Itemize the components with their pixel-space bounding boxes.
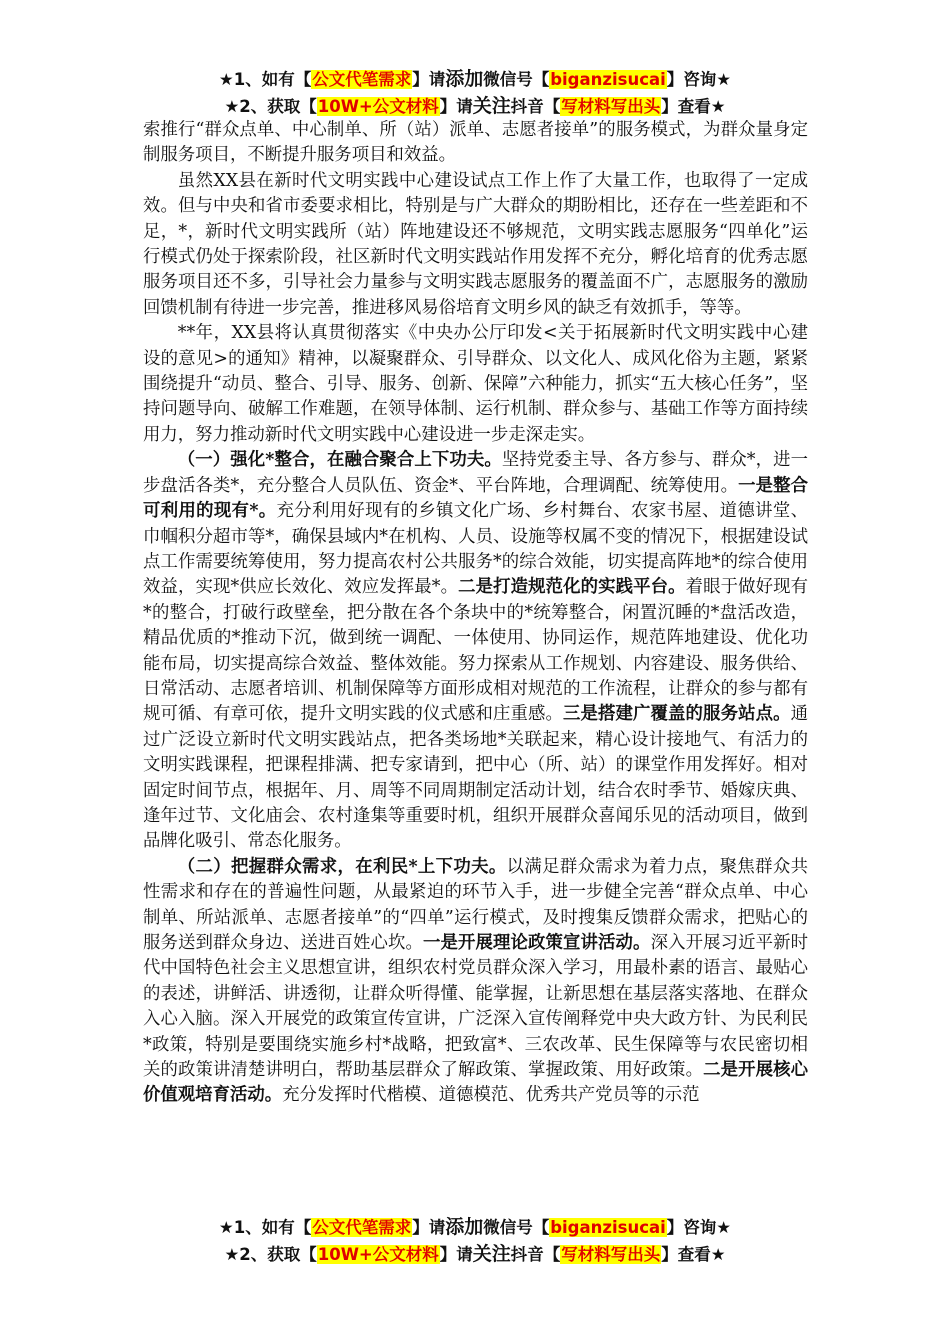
header-text: 】请 [412,70,446,89]
footer-text: 微信号【 [483,1218,550,1237]
section-text: 坚持党委主导、各方参与、群众*，进一步盘活各类*，充分整合人员队伍、资金*、平台阵地，合理调配、统筹使用。 [143,450,808,496]
footer-text: 】查看★ [661,1245,726,1264]
point-heading: 三是搭建广覆盖的服务站点。 [563,704,791,725]
footer-text: 】请 [439,1245,473,1264]
section-heading: （一）强化*整合，在融合聚合上下功夫。 [177,450,502,471]
highlight-service: 公文代笔需求 [312,1218,412,1237]
paragraph-shortcomings: 虽然XX县在新时代文明实践中心建设试点工作上作了大量工作，也取得了一定成效。但与中央和省市委要求相比，特别是与广大群众的期盼相比，还存在一些差距和不足，*，新时代文明实践所（站）阵地建设还不够规范，文明实践志愿服务“四单化”运行模式仍处于探索阶段，社区新时代文明实践站作用发挥不充分，孵化培育的优秀志愿服务项目还不多，引导社会力量参与文明实践志愿服务的覆盖面不广，志愿服务的激励回馈机制有待进一步完善，推进移风易俗培育文明乡风的缺乏有效抓手，等等。 [143,170,808,318]
point-heading: 一是整合可利用的现有*。 [143,475,808,522]
header-text: 】请 [439,97,473,116]
footer-text: 抖音【 [510,1245,561,1264]
section-heading: （二）把握群众需求，在利民*上下功夫。 [177,856,507,877]
highlight-service: 公文代笔需求 [312,70,412,89]
point-text: 充分利用好现有的乡镇文化广场、乡村舞台、农家书屋、道德讲堂、巾帼积分超市等*，确保县域内*在机构、人员、设施等权属不变的情况下，根据建设试点工作需要统筹使用，努力提高农村公共服务*的综合效能，切实提高阵地*的综合使用效益，实现*供应长效化、效应发挥最*。 [143,501,808,598]
header-text: 】查看★ [661,97,726,116]
point-text: 深入开展习近平新时代中国特色社会主义思想宣讲，组织农村党员群众深入学习，用最朴素的语言、最贴心的表述，讲鲜活、讲透彻，让群众听得懂、能掌握，让新思想在基层落实落地、在群众入心入脑。深入开展党的政策宣传宣讲，广泛深入宣传阐释党中央大政方针、为民利民*政策，特别是要围绕实施乡村*战略，把致富*、三农改革、民生保障等与农民密切相关的政策讲清楚讲明白，帮助基层群众了解政策、掌握政策、用好政策。 [143,933,808,1081]
header-text: 微信号【 [483,70,550,89]
point-heading: 一是开展理论政策宣讲活动。 [423,933,651,953]
point-heading: 二是打造规范化的实践平台。 [458,577,686,598]
point-text: 通过广泛设立新时代文明实践站点，把各类场地*关联起来，精心设计接地气、有活力的文明实践课程，把课程排满、把专家请到，把中心（所、站）的课堂作用发挥好。相对固定时间节点，根据年、月、周等不同周期制定活动计划，结合农时季节、婚嫁庆典、逢年过节、文化庙会、农村逢集等重要时机，组织开展群众喜闻乐见的活动项目，做到品牌化吸引、常态化服务。 [143,704,808,852]
highlight-materials: 10W+公文材料 [317,97,439,116]
footer-text: ★2、获取【 [224,1245,317,1264]
footer-line-1 [0,1214,950,1241]
highlight-materials: 10W+公文材料 [317,1245,439,1264]
header-emphasis: 关注 [472,95,511,117]
footer-text: 】咨询★ [666,1218,732,1237]
footer-emphasis: 添加 [445,1216,484,1238]
paragraph-section-2 [143,855,808,1109]
header-line-1 [0,66,950,93]
point-heading: 二是开展核心价值观培育活动。 [143,1060,808,1106]
header-line-2 [0,93,950,120]
highlight-wechat-id: biganzisucai [550,1218,666,1237]
footer-emphasis: 关注 [472,1243,511,1265]
header-text: ★1、如有【 [218,70,312,89]
paragraph-section-1 [143,448,808,855]
footer-text: ★1、如有【 [218,1218,312,1237]
footer-text: 】请 [412,1218,446,1237]
paragraph-plan: **年，XX县将认真贯彻落实《中央办公厅印发<关于拓展新时代文明实践中心建设的意见>的通知》精神，以凝聚群众、引导群众、以文化人、成风化俗为主题，紧紧围绕提升“动员、整合、引导、服务、创新、保障”六种能力，抓实“五大核心任务”，坚持问题导向、破解工作难题，在领导体制、运行机制、群众参与、基础工作等方面持续用力，努力推动新时代文明实践中心建设进一步走深走实。 [143,323,808,445]
document-body [143,118,808,1109]
highlight-wechat-id: biganzisucai [550,70,666,89]
footer-banner [0,1214,950,1268]
header-text: ★2、获取【 [224,97,317,116]
point-text: 充分发挥时代楷模、道德模范、优秀共产党员等的示范 [282,1085,700,1106]
footer-line-2 [0,1241,950,1268]
header-emphasis: 添加 [445,68,484,90]
highlight-douyin: 写材料写出头 [561,97,661,116]
header-banner [0,66,950,120]
highlight-douyin: 写材料写出头 [561,1245,661,1264]
header-text: 】咨询★ [666,70,732,89]
paragraph-continued: 索推行“群众点单、中心制单、所（站）派单、志愿者接单”的服务模式，为群众量身定制服务项目，不断提升服务项目和效益。 [143,120,808,166]
header-text: 抖音【 [510,97,561,116]
point-text: 着眼于做好现有*的整合，打破行政壁垒，把分散在各个条块中的*统筹整合，闲置沉睡的*盘活改造，精品优质的*推动下沉，做到统一调配、一体使用、协同运作，规范阵地建设、优化功能布局，切实提高综合效益、整体效能。努力探索从工作规划、内容建设、服务供给、日常活动、志愿者培训、机制保障等方面形成相对规范的工作流程，让群众的参与都有规可循、有章可依，提升文明实践的仪式感和庄重感。 [143,577,808,725]
section-text: 以满足群众需求为着力点，聚焦群众共性需求和存在的普遍性问题，从最紧迫的环节入手，进一步健全完善“群众点单、中心制单、所站派单、志愿者接单”的“四单”运行模式，及时搜集反馈群众需求，把贴心的服务送到群众身边、送进百姓心坎。 [143,856,808,953]
